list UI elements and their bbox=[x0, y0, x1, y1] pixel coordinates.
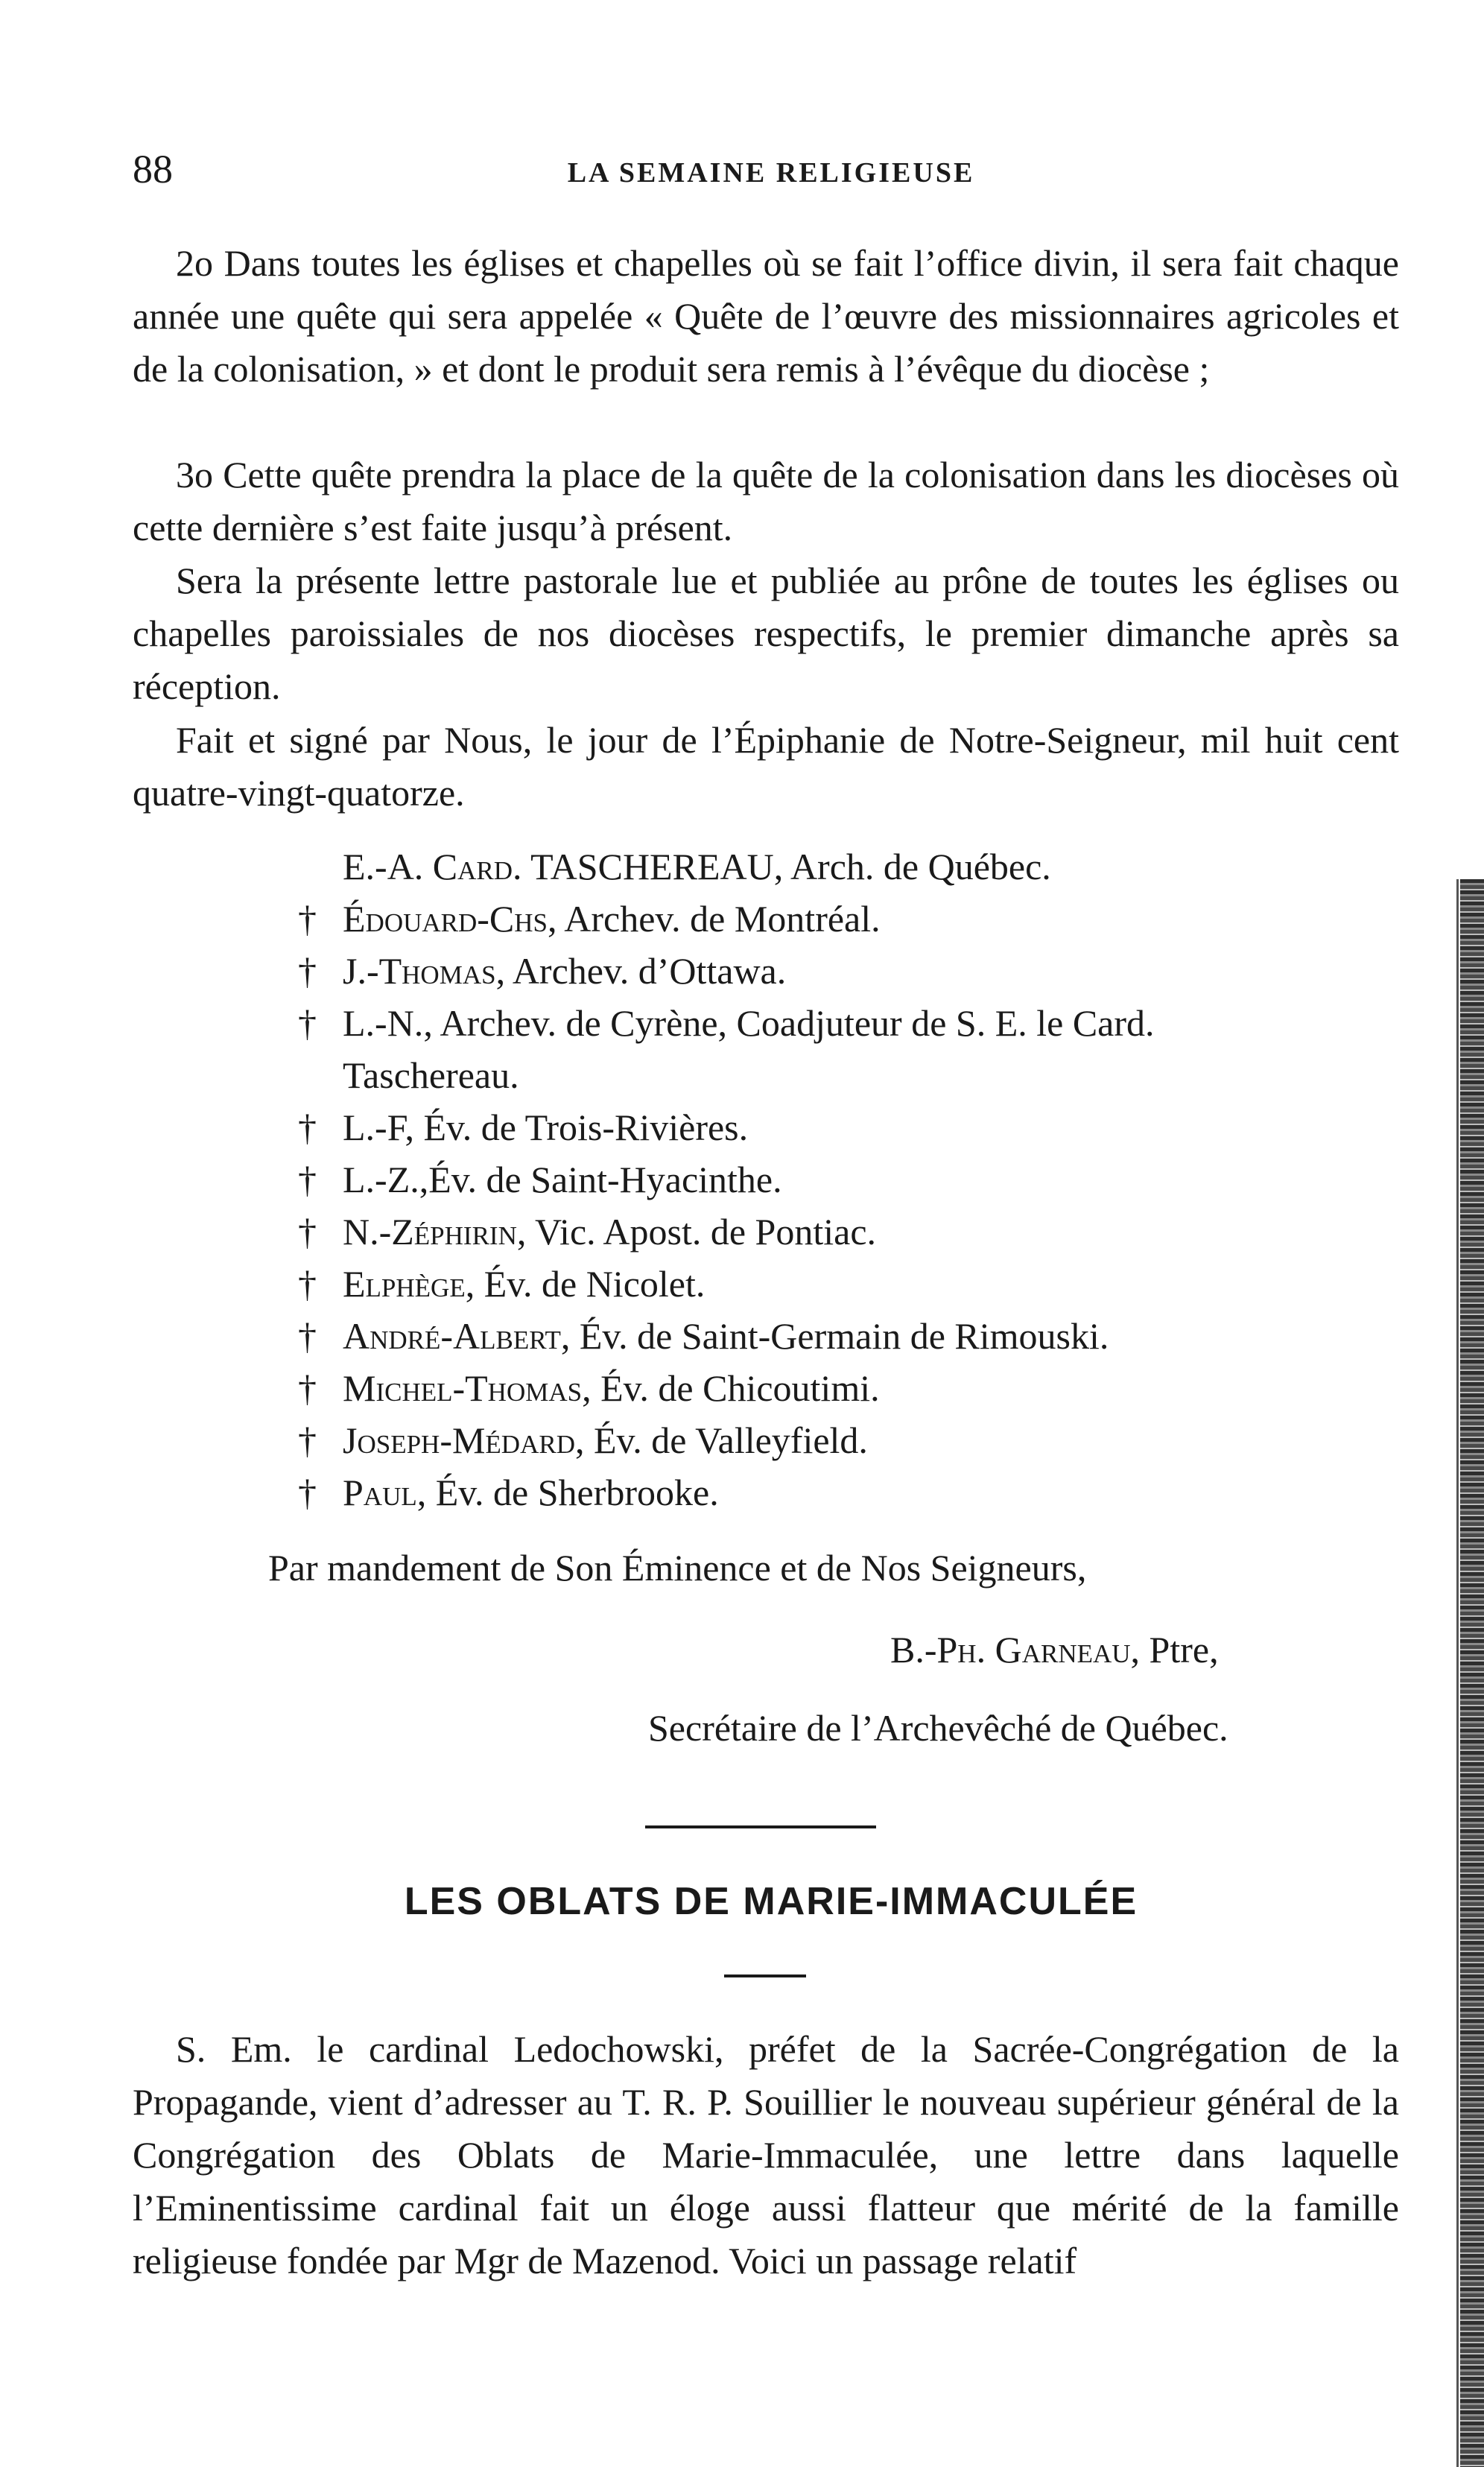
signature-block bbox=[298, 840, 1415, 1518]
paragraph-date: Fait et signé par Nous, le jour de l’Épiphanie de Notre-Seigneur, mil huit cent quatre-vingt-quatorze. bbox=[133, 719, 1399, 814]
signer-title: , Év. de Trois-Rivières. bbox=[405, 1106, 749, 1148]
signer-title: Taschereau. bbox=[343, 1054, 519, 1096]
signer-name: André-Albert bbox=[343, 1315, 561, 1357]
secretary-name: B.-Ph. Garneau bbox=[890, 1629, 1131, 1670]
signature-line bbox=[298, 1466, 1415, 1518]
section-divider bbox=[645, 1825, 876, 1828]
cross-icon: † bbox=[298, 898, 317, 940]
signer-title: , Év. de Saint-Germain de Rimouski. bbox=[560, 1315, 1109, 1357]
signature-line bbox=[298, 945, 1415, 997]
signature-line bbox=[343, 840, 1415, 893]
paragraph-publication: Sera la présente lettre pastorale lue et publiée au prône de toutes les églises ou chapelles paroissiales de nos diocèses respectifs, le premier dimanche après sa réception. bbox=[133, 560, 1399, 707]
signer-title: TASCHEREAU, Arch. de Québec. bbox=[521, 846, 1051, 887]
cross-icon: † bbox=[298, 1159, 317, 1200]
signer-title: , Archev. d’Ottawa. bbox=[495, 950, 787, 992]
paragraph-colonisation: 3o Cette quête prendra la place de la quête de la colonisation dans les diocèses où cette dernière s’est faite jusqu’à présent. bbox=[133, 454, 1399, 548]
cross-icon: † bbox=[298, 1106, 317, 1148]
signer-name: Paul bbox=[343, 1472, 417, 1513]
cross-icon: † bbox=[298, 1367, 317, 1409]
signer-name: Édouard-Chs bbox=[343, 898, 548, 940]
signer-name: L.-N. bbox=[343, 1002, 424, 1044]
signer-title: , Év. de Nicolet. bbox=[465, 1263, 705, 1305]
section-body: S. Em. le cardinal Ledochowski, préfet de la Sacrée-Congrégation de la Propagande, vient d’adresser au T. R. P. Souillier le nouveau supérieur général de la Congrégation des Oblats de Marie-Immaculée, une lettre dans laquelle l’Eminentissime cardinal fait un éloge aussi flatteur que mérité de la famille religieuse fondée par Mgr de Mazenod. Voici un passage relatif bbox=[133, 2028, 1399, 2281]
signer-name: L.-Z. bbox=[343, 1159, 419, 1200]
signature-line bbox=[298, 1101, 1415, 1153]
signer-title: , Archev. de Cyrène, Coadjuteur de S. E. le Card. bbox=[423, 1002, 1155, 1044]
signer-title: , Év. de Chicoutimi. bbox=[582, 1367, 880, 1409]
mandate-line: Par mandement de Son Éminence et de Nos Seigneurs, bbox=[268, 1547, 1087, 1589]
signature-line bbox=[298, 893, 1415, 945]
signature-line bbox=[298, 1310, 1415, 1362]
cross-icon: † bbox=[298, 1263, 317, 1305]
cross-icon: † bbox=[298, 1002, 317, 1044]
signer-title: , Archev. de Montréal. bbox=[548, 898, 881, 940]
signer-name: Joseph-Médard bbox=[343, 1419, 575, 1461]
signer-name: Michel-Thomas bbox=[343, 1367, 583, 1409]
page-edge-shadow bbox=[1460, 879, 1484, 2467]
signature-line bbox=[298, 1153, 1415, 1206]
secretary-title: Secrétaire de l’Archevêché de Québec. bbox=[648, 1707, 1228, 1749]
signer-name: N.-Zéphirin bbox=[343, 1211, 517, 1252]
signature-line bbox=[298, 1258, 1415, 1310]
signature-line bbox=[298, 997, 1415, 1049]
cross-icon: † bbox=[298, 1211, 317, 1252]
signer-name: J.-Thomas bbox=[343, 950, 496, 992]
signer-name: E.-A. Card. bbox=[343, 846, 522, 887]
page-number: 88 bbox=[133, 147, 173, 191]
signer-title: , Év. de Sherbrooke. bbox=[416, 1472, 719, 1513]
signature-line bbox=[298, 1206, 1415, 1258]
cross-icon: † bbox=[298, 950, 317, 992]
signer-title: , Év. de Valleyfield. bbox=[574, 1419, 868, 1461]
signer-name: L.-F bbox=[343, 1106, 405, 1148]
signature-line-continuation bbox=[343, 1049, 1415, 1101]
signer-title: , Vic. Apost. de Pontiac. bbox=[516, 1211, 877, 1252]
section-title: LES OBLATS DE MARIE-IMMACULÉE bbox=[404, 1880, 1138, 1923]
signature-line bbox=[298, 1414, 1415, 1466]
signature-line bbox=[298, 1362, 1415, 1414]
cross-icon: † bbox=[298, 1419, 317, 1461]
cross-icon: † bbox=[298, 1315, 317, 1357]
cross-icon: † bbox=[298, 1472, 317, 1513]
signer-title: ,Év. de Saint-Hyacinthe. bbox=[419, 1159, 782, 1200]
running-title: LA SEMAINE RELIGIEUSE bbox=[567, 157, 975, 189]
title-underline bbox=[724, 1974, 806, 1977]
secretary-suffix: , Ptre, bbox=[1130, 1629, 1219, 1670]
paragraph-quete: 2o Dans toutes les églises et chapelles où se fait l’office divin, il sera fait chaque année une quête qui sera appelée « Quête de l’œuvre des missionnaires agricoles et de la colonisation, » et dont le produit sera remis à l’évêque du diocèse ; bbox=[133, 242, 1399, 390]
secretary-signature bbox=[890, 1628, 1219, 1671]
signer-name: Elphège bbox=[343, 1263, 466, 1305]
page-edge-line bbox=[1456, 879, 1459, 2467]
